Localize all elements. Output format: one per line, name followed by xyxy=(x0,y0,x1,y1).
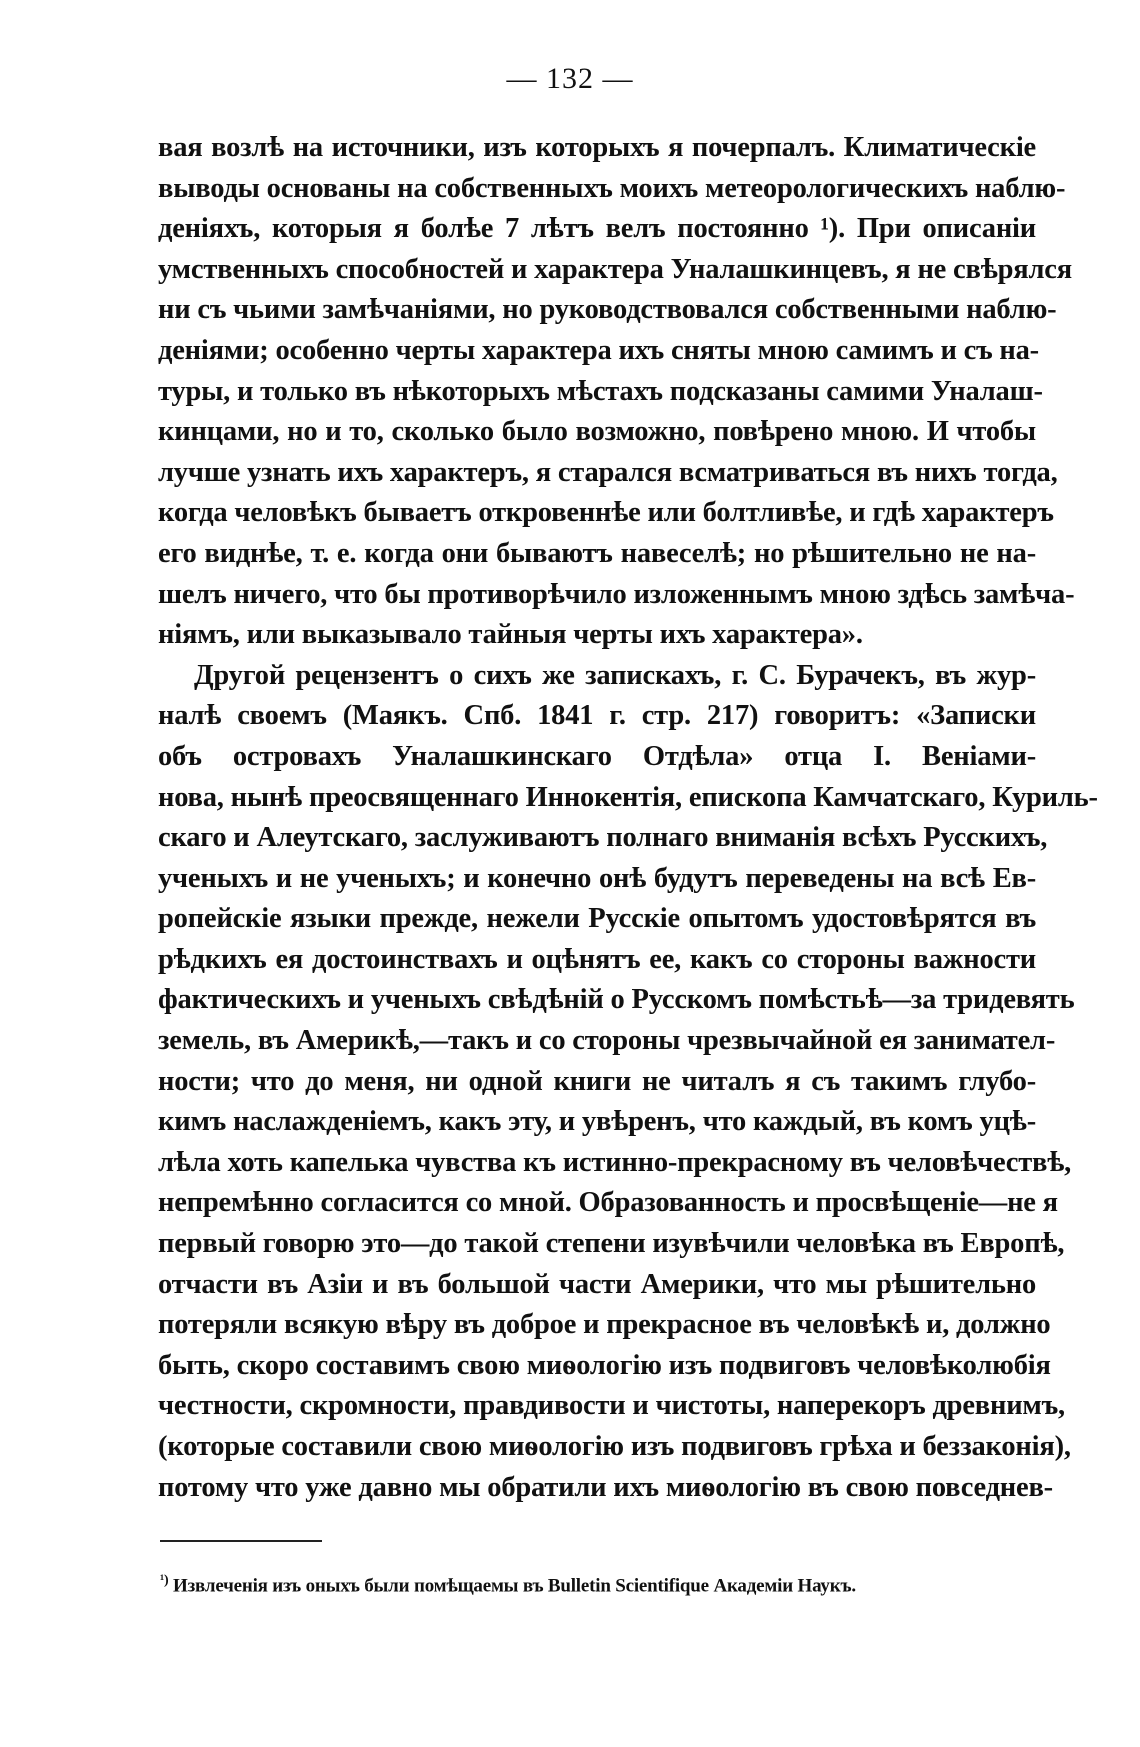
text-line: потеряли всякую вѣру въ доброе и прекрасное въ человѣкѣ и, должно xyxy=(158,1309,1051,1341)
text-line: его виднѣе, т. е. когда они бываютъ навеселѣ; но рѣшительно не на- xyxy=(158,537,1036,569)
text-line: рѣдкихъ ея достоинствахъ и оцѣнятъ ее, какъ со стороны важности xyxy=(158,943,1036,975)
text-line: быть, скоро составимъ свою миѳологію изъ подвиговъ человѣколюбія xyxy=(158,1349,1051,1381)
text-line: фактическихъ и ученыхъ свѣдѣній о Русскомъ помѣстьѣ—за тридевять xyxy=(158,984,1075,1016)
text-line: деніяхъ, которыя я болѣе 7 лѣтъ велъ постоянно ¹). При описаніи xyxy=(158,213,1036,245)
text-line: налѣ своемъ (Маякъ. Спб. 1841 г. стр. 217) говоритъ: «Записки xyxy=(158,700,1036,732)
text-line: ни съ чьими замѣчаніями, но руководствовался собственными наблю- xyxy=(158,294,1057,326)
text-line: умственныхъ способностей и характера Уналашкинцевъ, я не свѣрялся xyxy=(158,253,1072,285)
text-line: лѣла хоть капелька чувства къ истинно-прекрасному въ человѣчествѣ, xyxy=(158,1146,1072,1178)
text-line: честности, скромности, правдивости и чистоты, наперекоръ древнимъ, xyxy=(158,1390,1065,1422)
text-line: лучше узнать ихъ характеръ, я старался всматриваться въ нихъ тогда, xyxy=(158,456,1058,488)
footnote-divider xyxy=(160,1540,322,1542)
text-line: шелъ ничего, что бы противорѣчило изложеннымъ мною здѣсь замѣча- xyxy=(158,578,1075,610)
text-line: первый говорю это—до такой степени изувѣчили человѣка въ Европѣ, xyxy=(158,1228,1065,1260)
text-line: туры, и только въ нѣкоторыхъ мѣстахъ подсказаны самими Уналаш- xyxy=(158,375,1043,407)
text-line: кинцами, но и то, сколько было возможно, повѣрено мною. И чтобы xyxy=(158,416,1036,448)
text-line: скаго и Алеутскаго, заслуживаютъ полнаго вниманія всѣхъ Русскихъ, xyxy=(158,822,1048,854)
text-line: ученыхъ и не ученыхъ; и конечно онѣ будутъ переведены на всѣ Ев- xyxy=(158,862,1036,894)
text-line: объ островахъ Уналашкинскаго Отдѣла» отца І. Веніами- xyxy=(158,740,1036,772)
text-line: ропейскіе языки прежде, нежели Русскіе опытомъ удостовѣрятся въ xyxy=(158,903,1036,935)
text-line: вая возлѣ на источники, изъ которыхъ я почерпалъ. Климатическіе xyxy=(158,132,1036,163)
text-line: (которые составили свою миѳологію изъ подвиговъ грѣха и беззаконія), xyxy=(158,1431,1071,1462)
text-line: нова, нынѣ преосвященнаго Иннокентія, епископа Камчатскаго, Куриль- xyxy=(158,781,1098,813)
text-line: Другой рецензентъ о сихъ же запискахъ, г. С. Бурачекъ, въ жур- xyxy=(194,659,1036,691)
text-line: кимъ наслажденіемъ, какъ эту, и увѣренъ, что каждый, въ комъ уцѣ- xyxy=(158,1106,1036,1138)
body-text xyxy=(158,128,1098,1508)
text-line: потому что уже давно мы обратили ихъ миѳологію въ свою повседнев- xyxy=(158,1471,1053,1503)
text-line: земель, въ Америкѣ,—такъ и со стороны чрезвычайной ея занимател- xyxy=(158,1025,1056,1057)
text-line: непремѣнно согласится со мной. Образованность и просвѣщеніе—не я xyxy=(158,1187,1058,1219)
text-line: отчасти въ Азіи и въ большой части Америки, что мы рѣшительно xyxy=(158,1268,1036,1300)
text-line: деніями; особенно черты характера ихъ сняты мною самимъ и съ на- xyxy=(158,334,1039,366)
footnote xyxy=(160,1573,1036,1597)
footnote-text: Извлеченія изъ оныхъ были помѣщаемы въ Bulletin Scientifique Академіи Наукъ. xyxy=(173,1575,856,1597)
text-line: ніямъ, или выказывало тайныя черты ихъ характера». xyxy=(158,619,863,651)
page-number: — 132 — xyxy=(506,62,634,95)
footnote-mark: ¹) xyxy=(160,1573,169,1588)
text-line: ности; что до меня, ни одной книги не читалъ я съ такимъ глубо- xyxy=(158,1065,1036,1097)
text-line: выводы основаны на собственныхъ моихъ метеорологическихъ наблю- xyxy=(158,172,1066,204)
text-line: когда человѣкъ бываетъ откровеннѣе или болтливѣе, и гдѣ характеръ xyxy=(158,497,1054,529)
